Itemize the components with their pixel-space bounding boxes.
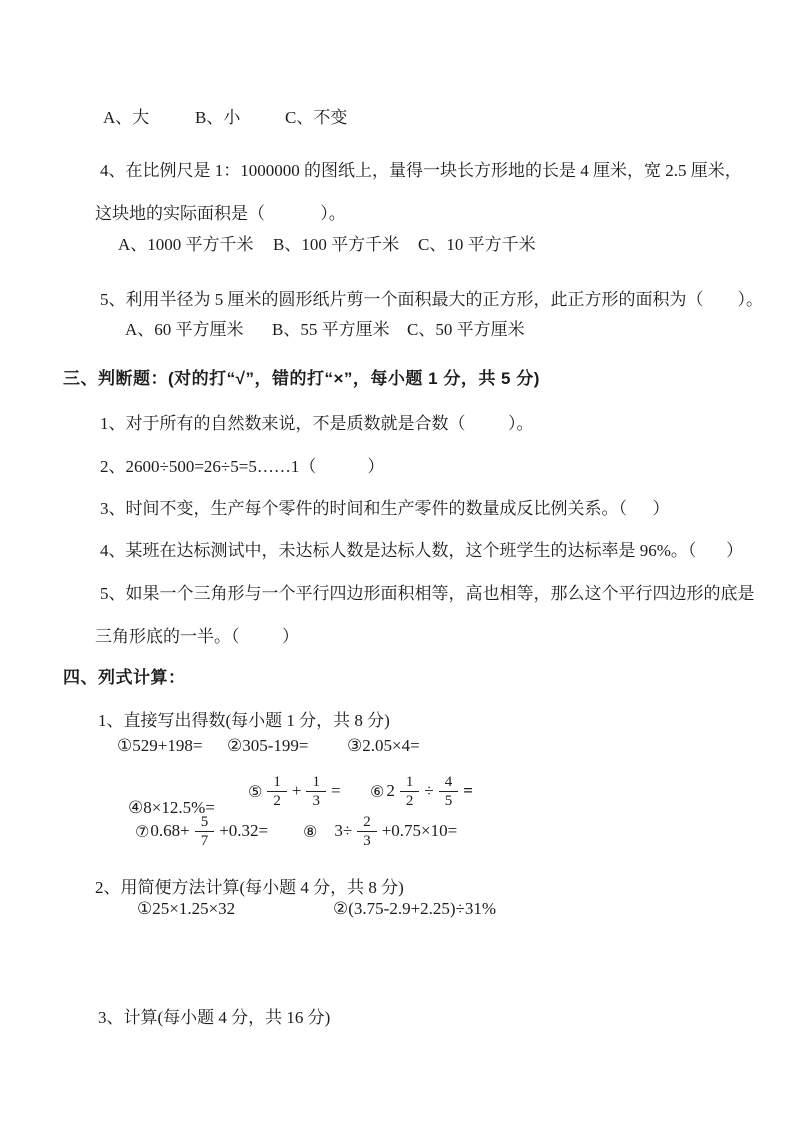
fraction-4-5: $\frac{4}{5}$ — [439, 773, 459, 810]
calc-part2-row — [0, 899, 793, 921]
calc-item-8 — [303, 806, 457, 856]
q4-option-a: A、1000 平方千米 — [118, 235, 254, 254]
fraction-1-3: $\frac{1}{3}$ — [306, 773, 326, 810]
calc-item-7 — [135, 806, 268, 856]
fraction-1-2: $\frac{1}{2}$ — [267, 773, 287, 810]
fraction-2-3: $\frac{2}{3}$ — [357, 813, 377, 850]
expression-prefix: 0.68+ — [150, 821, 190, 840]
judge-section-heading: 三、判断题：(对的打“√”，错的打“×”，每小题 1 分，共 5 分) — [63, 369, 540, 388]
q3-option-b: B、小 — [195, 108, 241, 127]
calc-item-3: ③2.05×4= — [347, 736, 420, 755]
judge-item-1: 1、对于所有的自然数来说，不是质数就是合数（ ）。 — [100, 414, 534, 433]
circled-8-label: ⑧ — [303, 821, 318, 841]
q3-option-a: A、大 — [103, 108, 150, 127]
judge-item-3: 3、时间不变，生产每个零件的时间和生产零件的数量成反比例关系。（ ） — [100, 499, 670, 518]
q3-option-c: C、不变 — [285, 108, 348, 127]
calc-item-1: ①529+198= — [117, 736, 203, 755]
q4-options-row — [0, 230, 793, 252]
judge-item-5-line2: 三角形底的一半。（ ） — [95, 627, 299, 646]
judge-item-4: 4、某班在达标测试中，未达标人数是达标人数，这个班学生的达标率是 96%。（ ） — [100, 541, 744, 560]
judge-item-5-line1: 5、如果一个三角形与一个平行四边形面积相等，高也相等，那么这个平行四边形的底是 — [100, 584, 755, 603]
expression-prefix: 3÷ — [334, 821, 353, 840]
judge-item-2: 2、2600÷500=26÷5=5……1（ ） — [100, 457, 385, 476]
q5-option-a: A、60 平方厘米 — [125, 320, 244, 339]
equals-sign: = — [330, 781, 341, 800]
q4-option-b: B、100 平方千米 — [273, 235, 400, 254]
circled-7-label: ⑦ — [135, 821, 150, 841]
expression-suffix: +0.75×10= — [381, 821, 458, 840]
q5-options-row — [0, 315, 793, 337]
q5-option-c: C、50 平方厘米 — [407, 320, 525, 339]
calc-part2-item-2: ②(3.75-2.9+2.25)÷31% — [333, 899, 497, 918]
calc-part2-item-1: ①25×1.25×32 — [137, 899, 236, 918]
q5-option-b: B、55 平方厘米 — [272, 320, 390, 339]
calc-part1-heading: 1、直接写出得数(每小题 1 分，共 8 分) — [98, 711, 390, 730]
plus-operator: + — [291, 781, 302, 800]
divide-operator: ÷ — [424, 781, 434, 800]
expression-suffix: +0.32= — [219, 821, 269, 840]
circled-6-label: ⑥ — [370, 781, 385, 801]
calc-part2-heading: 2、用简便方法计算(每小题 4 分，共 8 分) — [95, 878, 404, 897]
calc-item-4: ④8×12.5%= — [128, 798, 215, 817]
q3-options-row — [0, 103, 793, 125]
fraction-1-2: $\frac{1}{2}$ — [400, 773, 420, 810]
fraction-5-7: $\frac{5}{7}$ — [195, 813, 215, 850]
equals-sign: = — [463, 781, 473, 800]
q4-question-line1: 4、在比例尺是 1：1000000 的图纸上，量得一块长方形地的长是 4 厘米，宽 2.5 厘米， — [100, 161, 742, 180]
calc-row-1 — [0, 736, 793, 758]
q4-option-c: C、10 平方千米 — [418, 235, 536, 254]
calc-part3-heading: 3、计算(每小题 4 分，共 16 分) — [98, 1008, 331, 1027]
circled-5-label: ⑤ — [248, 781, 263, 801]
q4-question-line2: 这块地的实际面积是（ ）。 — [95, 204, 346, 223]
q5-question-line: 5、利用半径为 5 厘米的圆形纸片剪一个面积最大的正方形，此正方形的面积为（ ）。 — [100, 290, 763, 309]
calc-section-heading: 四、列式计算： — [63, 668, 186, 687]
calc-item-2: ②305-199= — [227, 736, 309, 755]
whole-number: 2 — [386, 781, 395, 800]
